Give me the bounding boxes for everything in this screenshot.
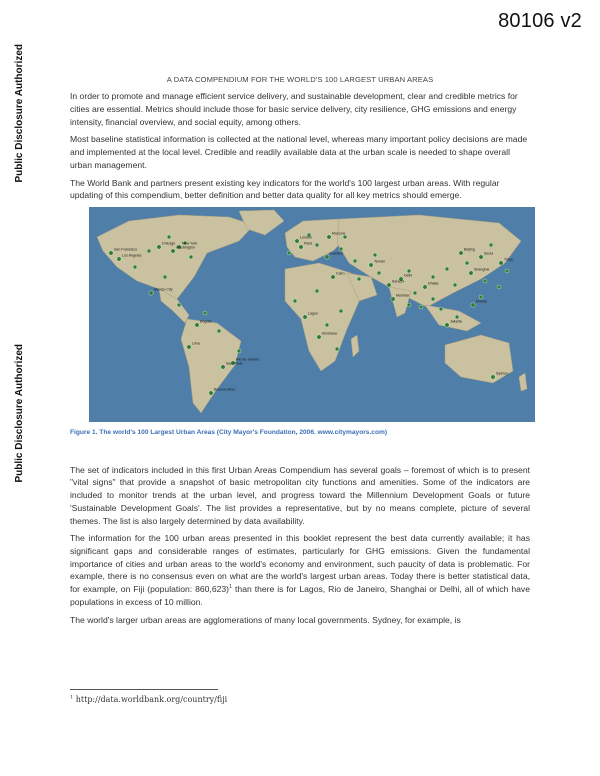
info-text-before: The information for the 100 urban areas presented in this booklet represent the best data currently available; it has significant gaps and considerable ranges of estimates, particularly for GHG emissions. Given the fundamental importance of cities and urban areas to the world's economy and environment, such paucity of data is problematic. For example, there is no consensus even on what are the world's largest urban areas. Today there is better statistical data, for example, on Fiji (population: 860,623)	[70, 533, 530, 595]
city-marker	[299, 245, 303, 249]
city-marker	[167, 235, 171, 239]
city-label: Tokyo	[504, 257, 514, 262]
city-label: Lagos	[308, 311, 318, 316]
city-marker	[483, 279, 487, 283]
city-label: Lima	[192, 341, 200, 346]
city-label: San Francisco	[114, 247, 137, 252]
city-marker	[189, 255, 193, 259]
city-marker	[431, 275, 435, 279]
page-title: A DATA COMPENDIUM FOR THE WORLD'S 100 LARGEST URBAN AREAS	[166, 75, 434, 84]
city-marker	[445, 267, 449, 271]
city-marker	[407, 269, 411, 273]
document-id: 80106 v2	[498, 10, 582, 32]
page-content	[70, 74, 530, 631]
city-marker	[431, 297, 435, 301]
city-marker	[331, 275, 335, 279]
footnote-number: 1	[70, 694, 74, 701]
city-marker	[471, 303, 475, 307]
city-label: Los Angeles	[122, 253, 142, 258]
city-marker	[117, 257, 121, 261]
city-marker	[187, 345, 191, 349]
body-paragraph-2	[70, 532, 530, 608]
disclosure-label-bottom: Public Disclosure Authorized	[14, 344, 25, 483]
city-marker	[459, 251, 463, 255]
city-label: Beijing	[464, 247, 475, 252]
city-label: Karachi	[392, 279, 405, 284]
city-label: Dhaka	[428, 281, 439, 286]
city-marker	[353, 259, 357, 263]
city-marker	[419, 305, 423, 309]
city-marker	[327, 235, 331, 239]
city-label: London	[300, 235, 312, 240]
city-marker	[377, 271, 381, 275]
city-marker	[357, 277, 361, 281]
city-label: Paris	[304, 241, 313, 246]
city-marker	[407, 303, 411, 307]
city-label: Delhi	[404, 273, 413, 278]
city-marker	[133, 265, 137, 269]
figure-caption: Figure 1. The world's 100 Largest Urban Areas (City Mayor's Foundation, 2006. www.citymayors.com)	[70, 428, 388, 436]
city-label: Tehran	[374, 259, 385, 264]
city-marker	[339, 309, 343, 313]
city-marker	[339, 247, 343, 251]
city-marker	[413, 291, 417, 295]
city-label: Jakarta	[450, 319, 462, 324]
city-label: Istanbul	[330, 251, 343, 256]
city-marker	[149, 291, 153, 295]
city-marker	[423, 285, 427, 289]
city-label: Mexico City	[154, 287, 173, 292]
city-label: Cairo	[336, 271, 345, 276]
city-label: Buenos Aires	[214, 387, 236, 392]
city-marker	[195, 323, 199, 327]
city-label: Bogota	[200, 319, 212, 324]
disclosure-label-top: Public Disclosure Authorized	[14, 44, 25, 183]
city-label: Washington	[176, 245, 195, 250]
footnote-link[interactable]: http://data.worldbank.org/country/fiji	[73, 695, 228, 704]
city-marker	[315, 243, 319, 247]
info-text-after: than there is for Lagos, Rio de Janeiro, Shanghai or Delhi, all of which have populations in excess of 10 million.	[70, 584, 530, 607]
city-marker	[445, 323, 449, 327]
city-marker	[171, 249, 175, 253]
city-marker	[479, 295, 483, 299]
city-marker	[295, 239, 299, 243]
city-marker	[469, 271, 473, 275]
city-marker	[237, 349, 241, 353]
world-map-figure	[89, 207, 535, 422]
city-marker	[489, 243, 493, 247]
city-label: Rio de Janeiro	[236, 357, 260, 362]
city-marker	[325, 323, 329, 327]
city-marker	[491, 375, 495, 379]
city-marker	[287, 251, 291, 255]
city-marker	[479, 255, 483, 259]
city-label: Manila	[476, 299, 487, 304]
city-marker	[369, 263, 373, 267]
city-marker	[109, 251, 113, 255]
footnote-divider	[70, 689, 218, 690]
city-marker	[505, 269, 509, 273]
intro-paragraph-1: In order to promote and manage efficient service delivery, and sustainable development, clear and credible metrics for cities are essential. Metrics should include those for basic service delivery, city resilience, GHG emissions and energy intensity, financial overview, and social equity, among others.	[70, 91, 518, 127]
footnote	[70, 695, 227, 704]
city-marker	[303, 315, 307, 319]
city-marker	[439, 307, 443, 311]
city-label: Kinshasa	[322, 331, 337, 336]
body-paragraph-3: The world's larger urban areas are agglomerations of many local governments. Sydney, for example, is	[70, 614, 461, 625]
city-label: Chicago	[162, 241, 176, 246]
city-marker	[315, 289, 319, 293]
city-marker	[465, 261, 469, 265]
city-label: Seoul	[484, 251, 494, 256]
body-paragraph-1: The set of indicators included in this first Urban Areas Compendium has several goals – foremost of which is to present "vital signs" that provide a snapshot of basic metropolitan city functions and amenities. Some of the indicators are included to monitor trends at the urban level, and progress toward the Millennium Development Goals or future 'Sustainable Development Goals'. The list provides a representative, but by no means complete, picture of several themes. The list is also largely determined by data availability.	[70, 464, 530, 526]
city-marker	[293, 299, 297, 303]
city-label: Sao Paulo	[226, 361, 243, 366]
city-marker	[163, 275, 167, 279]
city-marker	[157, 245, 161, 249]
city-label: Moscow	[332, 231, 346, 236]
footnote-ref[interactable]: 1	[229, 584, 233, 591]
city-marker	[497, 285, 501, 289]
city-marker	[317, 335, 321, 339]
intro-paragraph-3: The World Bank and partners present existing key indicators for the world's 100 largest urban areas. With regular updating of this compendium, better definition and better data quality for all key metrics should emerge.	[70, 177, 500, 201]
city-marker	[343, 235, 347, 239]
city-marker	[455, 315, 459, 319]
city-marker	[391, 297, 395, 301]
city-label: Shanghai	[474, 267, 490, 272]
city-label: New York	[182, 241, 198, 246]
city-marker	[147, 249, 151, 253]
city-marker	[325, 255, 329, 259]
city-marker	[177, 303, 181, 307]
city-label: Mumbai	[396, 293, 409, 298]
city-marker	[203, 311, 207, 315]
city-marker	[221, 365, 225, 369]
intro-paragraph-2: Most baseline statistical information is collected at the national level, whereas many important policy decisions are made and implemented at the local level. Credible and readily available data at the urban scale is needed to shape overall urban management.	[70, 134, 528, 170]
city-marker	[499, 261, 503, 265]
city-marker	[373, 253, 377, 257]
city-marker	[217, 329, 221, 333]
city-marker	[453, 283, 457, 287]
city-marker	[209, 391, 213, 395]
city-marker	[335, 347, 339, 351]
city-label: Sydney	[496, 371, 508, 376]
city-marker	[387, 283, 391, 287]
